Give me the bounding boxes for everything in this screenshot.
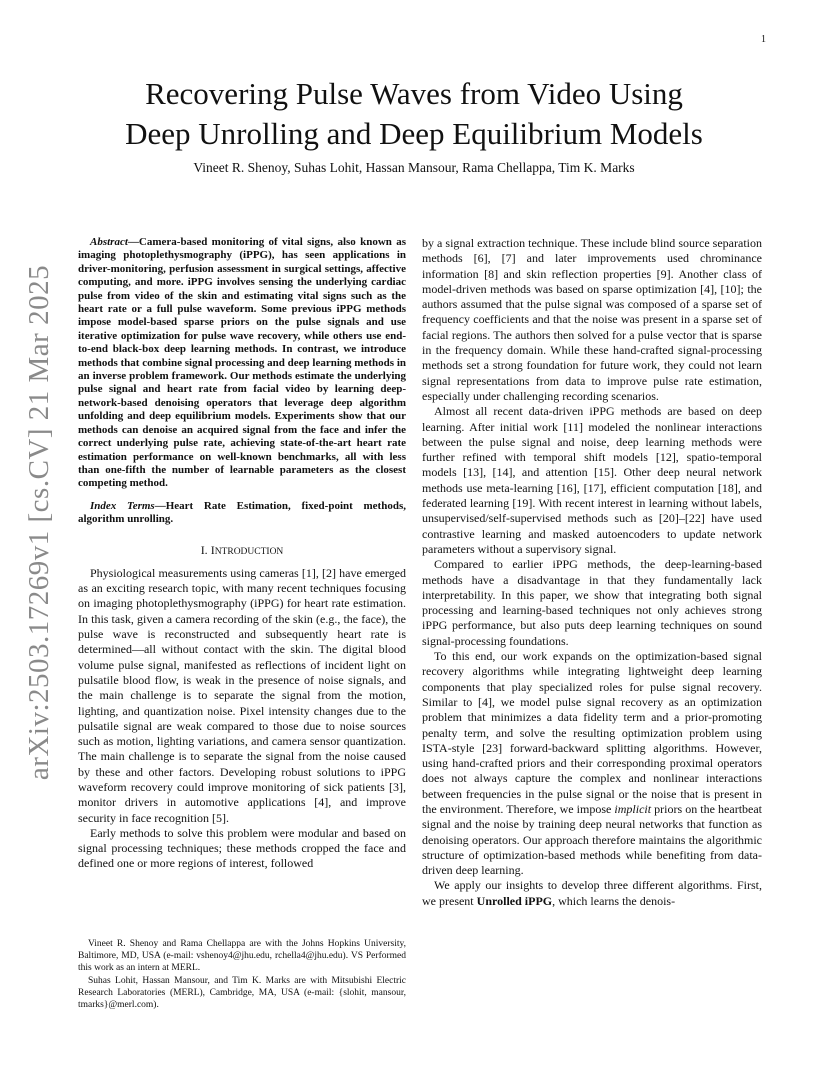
right-paragraph-4	[422, 649, 762, 878]
paper-title	[60, 74, 768, 154]
intro-paragraph-1: Physiological measurements using cameras [1], [2] have emerged as an exciting research topic, with many recent techniques focusing on imaging photoplethysmography (iPPG) for heart rate estimation. In this task, given a camera recording of the skin (e.g., the face), the pulse wave is reconstructed and subsequently heart rate is determined—all without contact with the skin. The digital blood volume pulse signal, manifested as reflections of incident light on pulsatile blood flow, is weak in the presence of noise signals, and the main challenge is to separate the signal from the motion, lighting, and quantization noise. Pixel intensity changes due to the pulsatile signal are weak compared to those due to noise sources such as motion, lighting variations, and camera sensor quantization. The main challenge is to separate the signal from the noise caused by these and other factors. Developing robust solutions to iPPG waveform recovery could improve monitoring of sick patients [3], monitor drivers in automotive applications [4], and improve security in face recognition [5].	[78, 565, 406, 825]
title-line-2: Deep Unrolling and Deep Equilibrium Models	[125, 116, 703, 151]
right-paragraph-5	[422, 878, 762, 909]
right-paragraph-4-part-b: priors on the heartbeat signal and the noise by training deep neural networks that function as denoising operators. Our approach therefore maintains the algorithmic structure of optimization-based methods while benefiting from data-driven deep learning.	[422, 801, 763, 878]
right-paragraph-2: Almost all recent data-driven iPPG methods are based on deep learning. After initial work [11] modeled the nonlinear interactions between the pulse signal and noise, deep learning methods were further refined with temporal shift models [12], spatio-temporal models [13], [14], and attention [15]. Other deep neural network methods use meta-learning [16], [17], efficient computation [18], and federated learning [19]. With recent interest in learning without labels, unsupervised/self-supervised methods such as [20]–[22] have used contrastive learning and masked autoencoders to update network parameters without a supervisory signal.	[422, 404, 762, 556]
author-list: Vineet R. Shenoy, Suhas Lohit, Hassan Mansour, Rama Chellappa, Tim K. Marks	[193, 160, 635, 175]
abstract-text: —Camera-based monitoring of vital signs, also known as imaging photoplethysmography (iPPG), has seen applications in driver-monitoring, perfusion assessment in surgical settings, affective computing, and more. iPPG involves sensing the underlying cardiac pulse from video of the skin and estimating vital signs such as the heart rate or a full pulse waveform. Some previous iPPG methods impose model-based sparse priors on the pulse signals and use iterative optimization for pulse wave recovery, while others use end-to-end black-box deep learning methods. In contrast, we introduce methods that combine signal processing and deep learning methods in an inverse problem framework. Our methods estimate the underlying pulse signal and heart rate from facial video by learning deep-network-based denoising operators that leverage deep algorithm unfolding and deep equilibrium models. Experiments show that our methods can denoise an acquired signal from the face and infer the correct underlying pulse rate, achieving state-of-the-art heart rate estimation performance on well-known benchmarks, all with less than one-fifth the number of learnable parameters as the closest competing method.	[78, 236, 406, 490]
method-name-unrolled-ippg: Unrolled iPPG	[476, 893, 553, 908]
section-title-rest: NTRODUCTION	[214, 546, 284, 557]
index-terms-label: Index Terms	[90, 499, 155, 512]
right-column	[422, 236, 762, 909]
left-column	[78, 236, 406, 872]
section-heading-introduction	[78, 543, 406, 560]
right-paragraph-4-part-a: To this end, our work expands on the optimization-based signal recovery algorithms while integrating lightweight deep learning components that play specialized roles for pulse signal recovery. Similar to [4], we model pulse signal recovery as an optimization problem that minimizes a data fidelity term and a prior-promoting penalty term, and solve the resulting optimization problem using ISTA-style [23] forward-backward splitting algorithms. However, using hand-crafted priors and their corresponding proximal operators does not always capture the complex and nonlinear interactions between frequencies in the pulse signal or the noise that is present in the environment. Therefore, we impose	[422, 649, 762, 816]
abstract-label: Abstract	[90, 236, 128, 248]
index-terms-text: —Heart Rate Estimation, fixed-point methods, algorithm unrolling.	[78, 499, 406, 526]
intro-paragraph-2: Early methods to solve this problem were modular and based on signal processing techniques; these methods cropped the face and defined one or more regions of interest, followed	[78, 825, 406, 871]
footnote-affiliation-merl: Suhas Lohit, Hassan Mansour, and Tim K. Marks are with Mitsubishi Electric Research Laboratories (MERL), Cambridge, MA, USA (e-mail: {slohit, mansour, tmarks}@merl.com).	[78, 976, 406, 1010]
section-title-initial: I	[210, 542, 215, 557]
title-line-1: Recovering Pulse Waves from Video Using	[145, 76, 683, 111]
right-paragraph-3: Compared to earlier iPPG methods, the deep-learning-based methods have a disadvantage in that they fundamentally lack interpretability. In this paper, we show that integrating both signal processing and learning-based techniques not only achieves strong iPPG performance, but also puts deep learning techniques on sound signal-processing foundations.	[422, 557, 762, 648]
right-paragraph-5-part-c: , which learns the denois-	[552, 893, 676, 908]
page-number: 1	[761, 34, 766, 45]
footnote-affiliation-jhu: Vineet R. Shenoy and Rama Chellappa are with the Johns Hopkins University, Baltimore, MD, USA (e-mail: vshenoy4@jhu.edu, rchella4@jhu.edu). VS Performed this work as an intern at MERL.	[78, 939, 406, 973]
emphasis-implicit: implicit	[614, 801, 652, 816]
section-number: I.	[200, 542, 208, 557]
index-terms	[78, 500, 406, 527]
arxiv-id: arXiv:2503.17269v1 [cs.CV] 21 Mar 2025	[23, 264, 56, 780]
abstract	[78, 236, 406, 491]
footnotes	[78, 938, 406, 1012]
arxiv-watermark	[20, 264, 60, 780]
right-paragraph-1: by a signal extraction technique. These include blind source separation methods [6], [7] and later improvements used chrominance information [8] and skin reflection properties [9]. Another class of model-driven methods was based on sparse optimization [4], [10]; the authors assumed that the pulse signal was composed of a sparse set of frequency coefficients and that the noise was present in a sparse set of facial regions. The authors then solved for a pulse vector that is sparse in the frequency domain. While these hand-crafted signal-processing methods set a strong foundation for future work, they could not learn signal representations from data to improve pulse rate estimation, especially under challenging recording scenarios.	[422, 236, 762, 403]
right-paragraph-5-part-a: We apply our insights to develop three different algorithms. First, we present	[422, 878, 762, 908]
